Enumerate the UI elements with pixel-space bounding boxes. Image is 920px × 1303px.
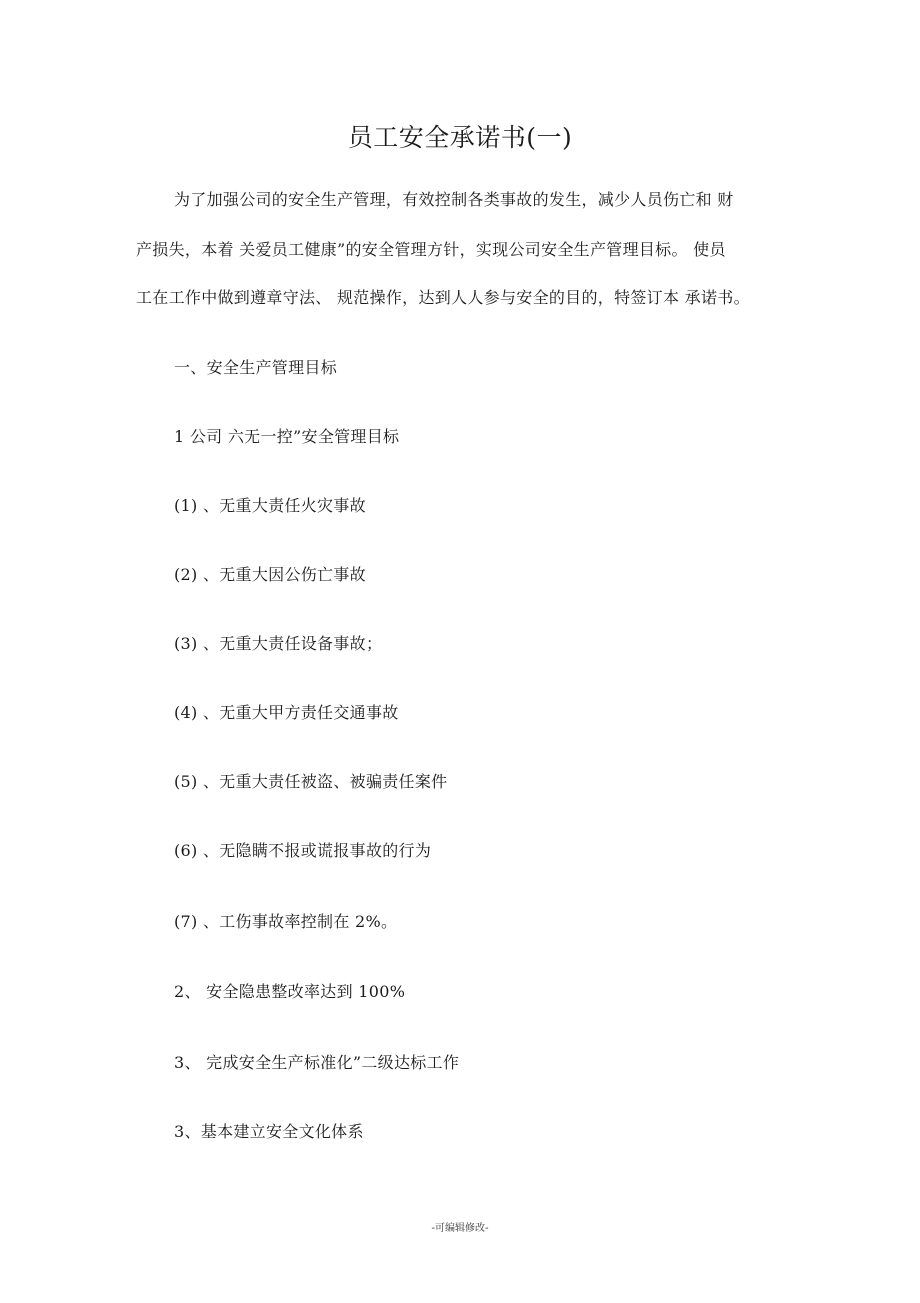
list-item: 3、基本建立安全文化体系 — [174, 1122, 364, 1141]
list-item: 1 公司 六无一控”安全管理目标 — [174, 427, 400, 446]
intro-line-3: 工在工作中做到遵章守法、 规范操作，达到人人参与安全的目的，特签订本 承诺书。 — [136, 288, 750, 307]
list-item: (2) 、无重大因公伤亡事故 — [174, 565, 366, 584]
list-item: 3、 完成安全生产标准化”二级达标工作 — [174, 1053, 460, 1072]
list-item: (3) 、无重大责任设备事故； — [174, 634, 383, 653]
list-item: (1) 、无重大责任火灾事故 — [174, 496, 366, 515]
intro-line-1: 为了加强公司的安全生产管理，有效控制各类事故的发生，减少人员伤亡和 财 — [174, 190, 734, 209]
list-item: (7) 、工伤事故率控制在 2%。 — [174, 912, 398, 931]
list-item: (6) 、无隐瞒不报或谎报事故的行为 — [174, 841, 432, 860]
list-item: 2、 安全隐患整改率达到 100% — [174, 982, 406, 1001]
list-item: (4) 、无重大甲方责任交通事故 — [174, 703, 399, 722]
page-title: 员工安全承诺书(一) — [347, 123, 573, 152]
section-heading: 一、安全生产管理目标 — [174, 358, 338, 377]
page-footer: -可编辑修改- — [431, 1223, 489, 1234]
intro-line-2: 产损失，本着 关爱员工健康”的安全管理方针，实现公司安全生产管理目标。 使员 — [136, 240, 726, 259]
list-item: (5) 、无重大责任被盗、被骗责任案件 — [174, 772, 448, 791]
